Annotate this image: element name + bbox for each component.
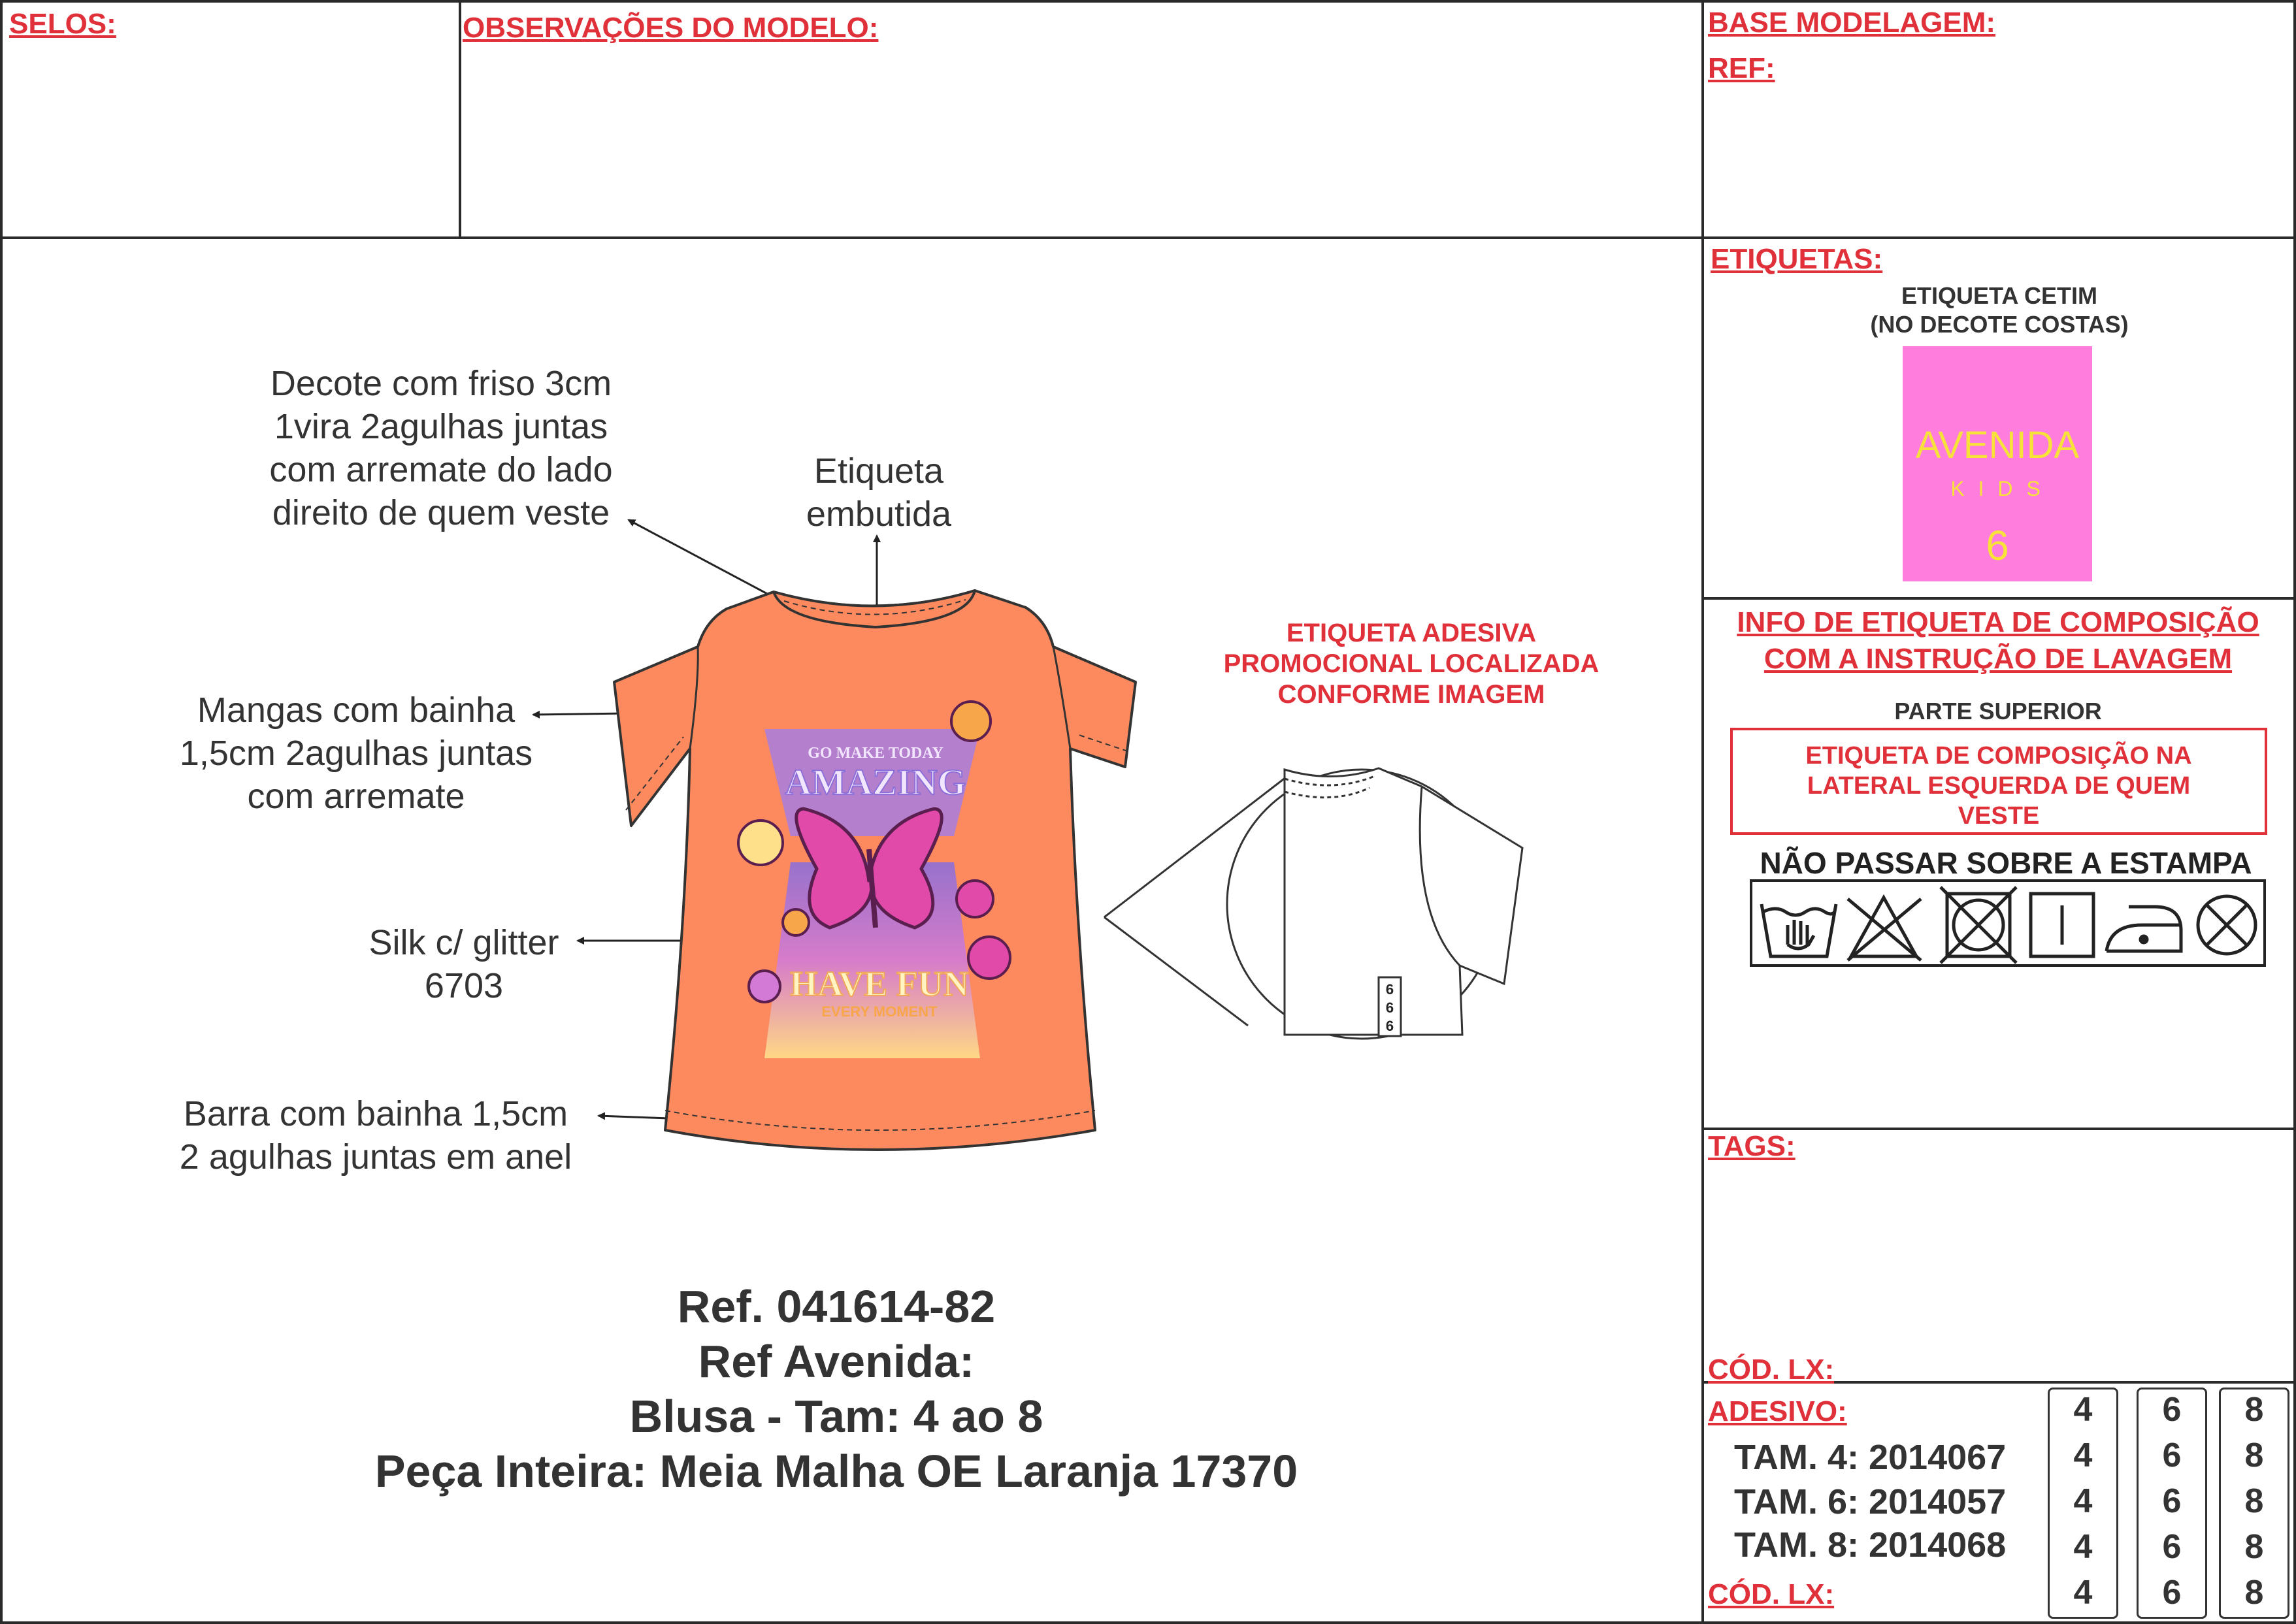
cod-lx-label-2: CÓD. LX: — [1708, 1578, 1835, 1610]
print-line-2: AMAZING — [785, 762, 966, 803]
decote-line: Decote com friso 3cm — [270, 364, 612, 403]
ref-label: REF: — [1708, 52, 1775, 84]
tags-box — [1701, 1128, 2296, 1384]
no-dry-clean-icon — [2198, 896, 2255, 954]
peca-inteira: Peça Inteira: Meia Malha OE Laranja 17370 — [374, 1446, 1298, 1497]
mangas-line: Mangas com bainha — [197, 690, 516, 730]
tags-label: TAGS: — [1708, 1130, 1796, 1162]
selos-label: SELOS: — [9, 8, 116, 40]
cetim-line2: (NO DECOTE COSTAS) — [1870, 311, 2129, 338]
observacoes-label: OBSERVAÇÕES DO MODELO: — [463, 12, 879, 44]
ref-number: Ref. 041614-82 — [677, 1281, 996, 1332]
etiquetas-label: ETIQUETAS: — [1711, 243, 1883, 275]
mangas-arrow — [533, 713, 626, 715]
hand-wash-icon — [1762, 904, 1836, 956]
mangas-line: 1,5cm 2agulhas juntas — [179, 734, 533, 773]
decote-line: com arremate do lado — [269, 450, 613, 489]
size-6-cell: 6 — [2162, 1437, 2182, 1474]
detail-tag-digit: 6 — [1385, 1018, 1394, 1034]
tam8-code: TAM. 8: 2014068 — [1734, 1525, 2007, 1565]
size-6-cell: 6 — [2162, 1482, 2182, 1520]
size-6-cell: 6 — [2162, 1574, 2182, 1612]
tam4-code: TAM. 4: 2014067 — [1734, 1438, 2007, 1477]
barra-line: Barra com bainha 1,5cm — [183, 1094, 568, 1133]
silk-line: 6703 — [424, 966, 504, 1005]
brand-name: AVENIDA — [1915, 424, 2080, 466]
size-4-cell: 4 — [2073, 1482, 2093, 1520]
cod-lx-label-1: CÓD. LX: — [1708, 1354, 1835, 1386]
composicao-title-2: COM A INSTRUÇÃO DE LAVAGEM — [1763, 643, 2233, 675]
size-4-cell: 4 — [2073, 1528, 2093, 1566]
no-bleach-icon — [1848, 898, 1921, 960]
adesiva-line: CONFORME IMAGEM — [1277, 680, 1545, 709]
size-8-cell: 8 — [2244, 1574, 2264, 1612]
barra-arrow — [599, 1116, 668, 1118]
size-8-cell: 8 — [2244, 1482, 2264, 1520]
blusa-sizes: Blusa - Tam: 4 ao 8 — [629, 1391, 1043, 1442]
size-4-cell: 4 — [2073, 1391, 2093, 1429]
brand-label — [1903, 346, 2092, 581]
decote-line: 1vira 2agulhas juntas — [274, 407, 608, 446]
detail-tag-digit: 6 — [1385, 981, 1394, 998]
brand-sub: K I D S — [1950, 477, 2044, 500]
size-4-cell: 4 — [2073, 1574, 2093, 1612]
cetim-line1: ETIQUETA CETIM — [1901, 282, 2097, 309]
mangas-line: com arremate — [247, 777, 465, 816]
tam6-code: TAM. 6: 2014057 — [1734, 1482, 2007, 1521]
silk-line: Silk c/ glitter — [369, 923, 559, 962]
decote-line: direito de quem veste — [272, 493, 610, 532]
iron-low-icon — [2107, 907, 2181, 951]
line-dry-icon — [2031, 894, 2093, 956]
detail-zoom-callout — [1104, 768, 1522, 1039]
size-8-cell: 8 — [2244, 1391, 2264, 1429]
brand-size: 6 — [1986, 522, 2009, 569]
base-modelagem-label: BASE MODELAGEM: — [1708, 7, 1995, 39]
composicao-title-1: INFO DE ETIQUETA DE COMPOSIÇÃO — [1737, 606, 2259, 638]
size-6-cell: 6 — [2162, 1528, 2182, 1566]
size-8-cell: 8 — [2244, 1437, 2264, 1474]
parte-superior: PARTE SUPERIOR — [1894, 698, 2102, 724]
print-line-4: EVERY MOMENT — [821, 1003, 938, 1020]
adesiva-line: ETIQUETA ADESIVA — [1286, 619, 1537, 647]
no-tumble-dry-icon — [1941, 887, 2016, 963]
etiqueta-line: Etiqueta — [813, 451, 944, 491]
etiqueta-line: embutida — [806, 495, 952, 534]
composicao-box-line2: LATERAL ESQUERDA DE QUEM — [1807, 772, 2191, 800]
adesivo-label: ADESIVO: — [1708, 1395, 1847, 1427]
composicao-red-box — [1730, 728, 2267, 835]
ref-avenida: Ref Avenida: — [698, 1336, 975, 1387]
footer-ref — [196, 1279, 1477, 1499]
composicao-box-line3: VESTE — [1958, 802, 2040, 830]
print-line-3: HAVE FUN — [790, 964, 969, 1003]
size-4-cell: 4 — [2073, 1437, 2093, 1474]
detail-tag-digit: 6 — [1385, 999, 1394, 1016]
print-line-1: GO MAKE TODAY — [808, 745, 943, 762]
size-8-cell: 8 — [2244, 1528, 2264, 1566]
decote-arrow — [629, 520, 771, 596]
nao-passar-warning: NÃO PASSAR SOBRE A ESTAMPA — [1760, 846, 2252, 880]
size-6-cell: 6 — [2162, 1391, 2182, 1429]
barra-line: 2 agulhas juntas em anel — [179, 1137, 572, 1177]
composicao-box-line1: ETIQUETA DE COMPOSIÇÃO NA — [1805, 742, 2192, 770]
care-symbols — [1750, 879, 2266, 967]
adesiva-line: PROMOCIONAL LOCALIZADA — [1223, 649, 1599, 678]
